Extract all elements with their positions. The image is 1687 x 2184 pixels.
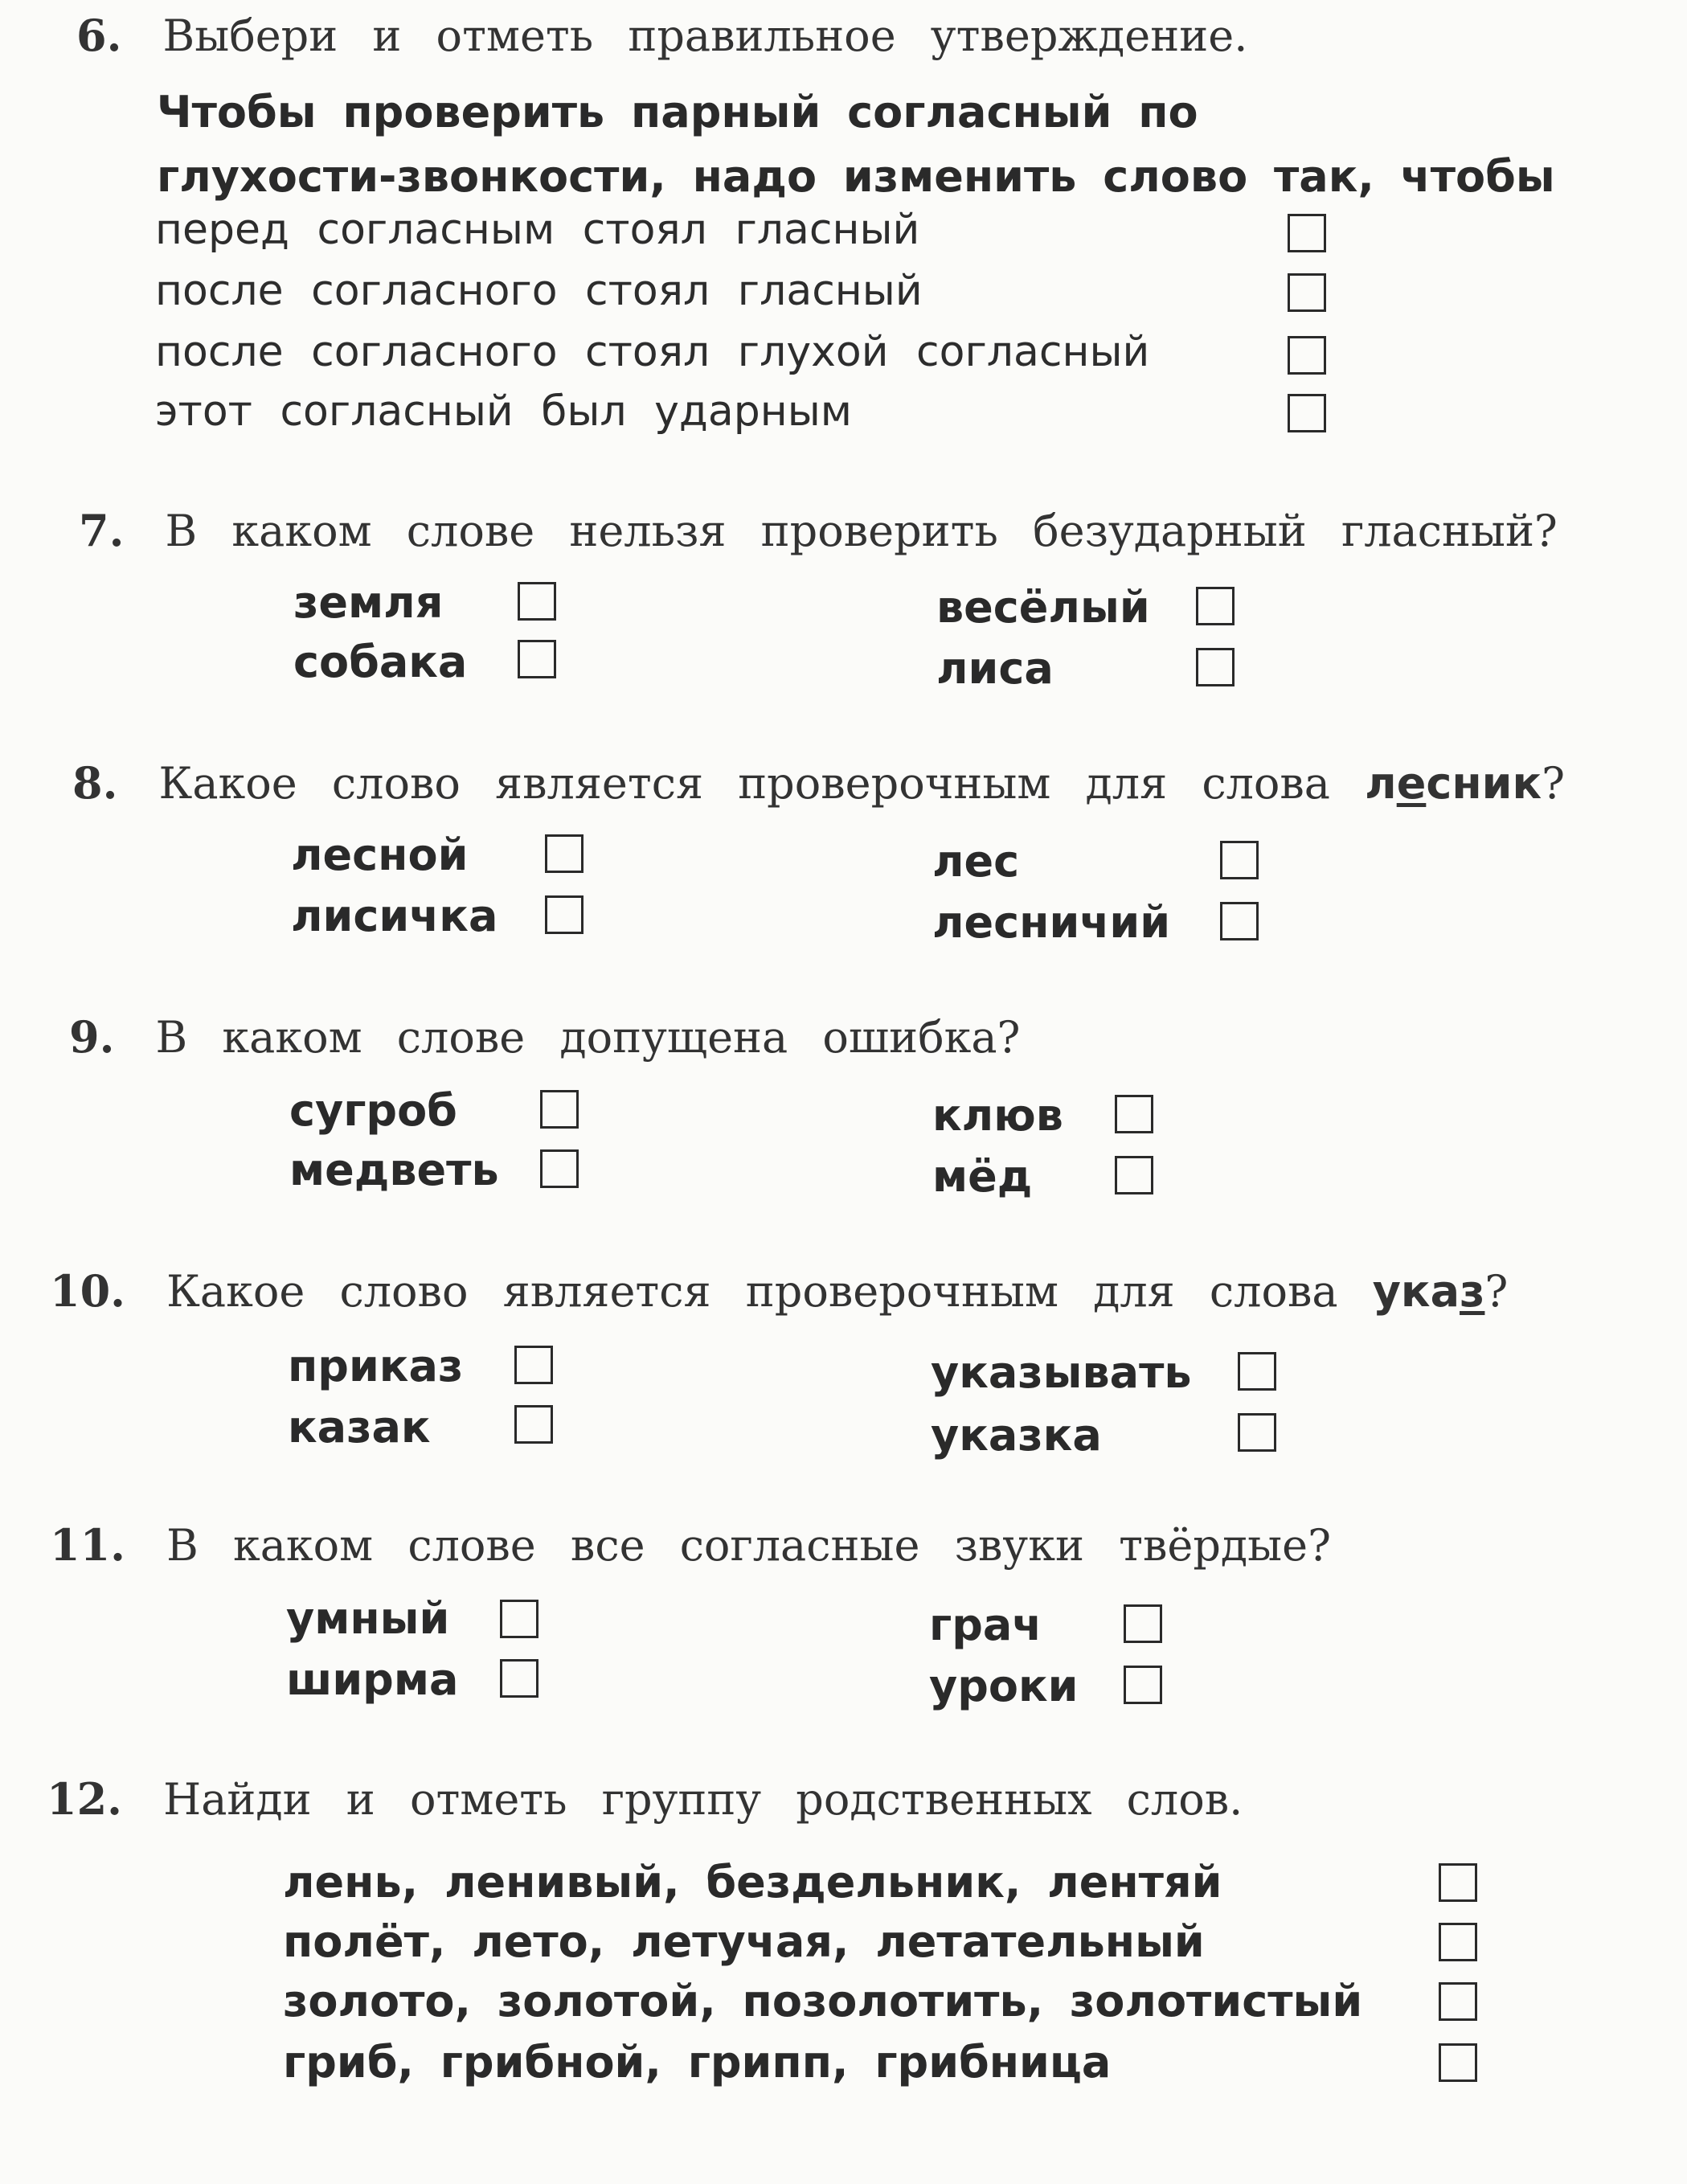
option-checkbox[interactable] — [1196, 648, 1235, 686]
option-label: лень, ленивый, бездельник, лентяй — [283, 1857, 1222, 1907]
option-checkbox[interactable] — [1439, 1923, 1477, 1961]
option-label: грач — [929, 1600, 1042, 1650]
target-word-underlined-letter: з — [1460, 1266, 1485, 1317]
question-number: 12. — [47, 1773, 122, 1825]
option-label: казак — [288, 1402, 431, 1453]
option-label: после согласного стоял глухой согласный — [155, 328, 1150, 376]
question-6-title — [76, 10, 1247, 61]
option-checkbox[interactable] — [1220, 902, 1259, 940]
option-label: мёд — [932, 1151, 1033, 1202]
option-checkbox[interactable] — [1220, 841, 1259, 879]
question-number: 11. — [50, 1519, 125, 1571]
question-12-title — [47, 1773, 1243, 1825]
option-checkbox[interactable] — [1238, 1352, 1276, 1391]
question-6-stem-line-2: глухости-звонкости, надо изменить слово так, чтобы — [157, 151, 1555, 202]
option-label: лиса — [936, 643, 1054, 694]
question-text: Какое слово является проверочным для слова — [166, 1266, 1338, 1317]
target-word-part: ука — [1372, 1266, 1460, 1317]
option-label: ширма — [286, 1654, 459, 1705]
option-checkbox[interactable] — [1439, 1982, 1477, 2021]
question-6-stem-line-1: Чтобы проверить парный согласный по — [157, 87, 1198, 137]
option-checkbox[interactable] — [1288, 273, 1326, 312]
option-label: собака — [293, 637, 468, 687]
target-word-underlined-letter: е — [1396, 758, 1427, 809]
question-number: 7. — [79, 505, 125, 556]
question-text: Выбери и отметь правильное утверждение. — [162, 10, 1248, 61]
option-checkbox[interactable] — [514, 1405, 553, 1444]
target-word-part: л — [1365, 758, 1397, 809]
option-checkbox[interactable] — [1288, 336, 1326, 375]
option-label: весёлый — [936, 582, 1150, 633]
option-label: лисичка — [291, 891, 498, 941]
question-text: Какое слово является проверочным для слова — [158, 758, 1330, 809]
question-11-title — [50, 1519, 1331, 1571]
option-label: лес — [932, 836, 1020, 887]
option-label: этот согласный был ударным — [155, 387, 853, 436]
option-checkbox[interactable] — [1124, 1604, 1162, 1643]
option-checkbox[interactable] — [1238, 1413, 1276, 1452]
question-number: 10. — [50, 1265, 125, 1317]
option-label: перед согласным стоял гласный — [155, 206, 920, 254]
option-label: медветь — [289, 1145, 499, 1195]
option-label: полёт, лето, летучая, летательный — [283, 1916, 1205, 1967]
option-label: лесной — [291, 830, 469, 880]
option-checkbox[interactable] — [545, 895, 583, 934]
option-label: лесничий — [932, 897, 1171, 948]
question-number: 8. — [72, 757, 118, 809]
option-label: сугроб — [289, 1085, 457, 1136]
option-checkbox[interactable] — [1439, 2043, 1477, 2082]
option-checkbox[interactable] — [1288, 394, 1326, 432]
option-checkbox[interactable] — [545, 834, 583, 873]
option-label: приказ — [288, 1341, 464, 1391]
option-checkbox[interactable] — [500, 1600, 538, 1638]
question-number: 6. — [76, 10, 122, 61]
option-checkbox[interactable] — [1196, 587, 1235, 625]
option-label: земля — [293, 577, 444, 628]
option-checkbox[interactable] — [1115, 1156, 1153, 1194]
question-text: Найди и отметь группу родственных слов. — [163, 1774, 1243, 1825]
option-checkbox[interactable] — [1115, 1095, 1153, 1133]
option-label: гриб, грибной, грипп, грибница — [283, 2037, 1112, 2088]
target-word-part: сник — [1426, 758, 1542, 809]
option-checkbox[interactable] — [540, 1149, 579, 1188]
question-number: 9. — [69, 1011, 115, 1063]
option-label: золото, золотой, позолотить, золотистый — [283, 1976, 1363, 2026]
option-label: указка — [931, 1410, 1102, 1461]
question-text: В каком слове допущена ошибка? — [155, 1012, 1021, 1063]
option-checkbox[interactable] — [1439, 1863, 1477, 1902]
question-text: В каком слове все согласные звуки твёрдые? — [166, 1520, 1332, 1571]
option-checkbox[interactable] — [514, 1346, 553, 1384]
option-checkbox[interactable] — [518, 582, 556, 621]
option-checkbox[interactable] — [540, 1090, 579, 1129]
option-label: уроки — [929, 1661, 1079, 1711]
option-label: умный — [286, 1593, 450, 1644]
option-checkbox[interactable] — [518, 640, 556, 678]
target-word — [1373, 1266, 1485, 1317]
question-7-title — [79, 505, 1558, 556]
option-checkbox[interactable] — [1124, 1666, 1162, 1704]
option-label: после согласного стоял гласный — [155, 267, 923, 315]
option-checkbox[interactable] — [1288, 214, 1326, 252]
question-8-title — [72, 757, 1565, 809]
option-label: указывать — [931, 1347, 1192, 1398]
question-10-title — [50, 1265, 1508, 1317]
question-text: В каком слове нельзя проверить безударный гласный? — [165, 506, 1558, 556]
question-mark: ? — [1542, 758, 1566, 809]
question-9-title — [69, 1011, 1021, 1063]
option-checkbox[interactable] — [500, 1659, 538, 1698]
target-word — [1365, 758, 1542, 809]
option-label: клюв — [932, 1090, 1063, 1141]
question-mark: ? — [1484, 1266, 1509, 1317]
